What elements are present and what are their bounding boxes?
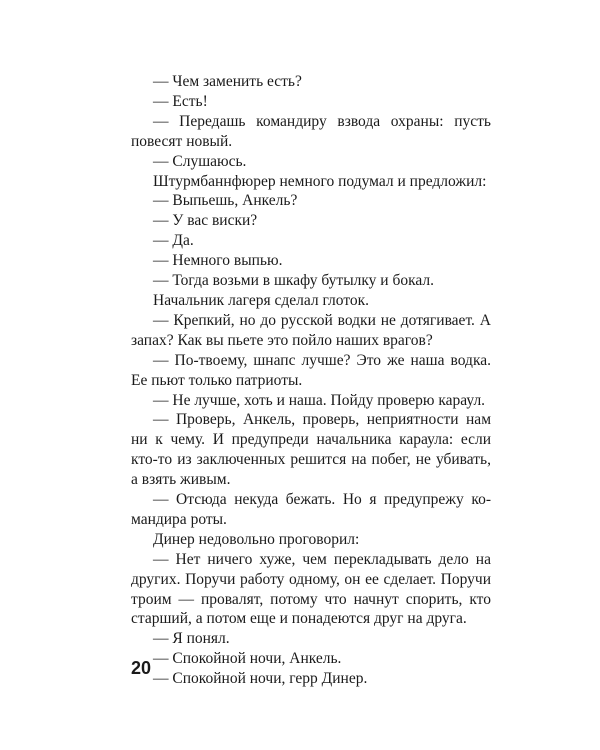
paragraph: Динер недовольно проговорил: — [153, 530, 360, 548]
paragraph: — Выпьешь, Анкель? — [153, 192, 298, 210]
paragraph: — По-твоему, шнапс лучше? Это же наша водка. Ее пьют только патриоты. — [131, 351, 491, 389]
paragraph: — Спокойной ночи, герр Динер. — [153, 670, 368, 688]
paragraph: — Нет ничего хуже, чем перекладывать дело на других. Поручи работу одному, он ее сделает. Поручи троим — провалят, потому что начнут спорить, кто старший, а потом еще и понадеются друг на друга. — [131, 550, 491, 628]
paragraph: — Крепкий, но до русской водки не дотягивает. А запах? Как вы пьете это пойло наших врагов? — [131, 311, 491, 349]
paragraph: Начальник лагеря сделал глоток. — [153, 291, 370, 309]
paragraph: — Отсюда некуда бежать. Но я предупрежу командира роты. — [131, 491, 491, 528]
paragraph: — Не лучше, хоть и наша. Пойду проверю караул. — [153, 391, 486, 409]
paragraph: — Спокойной ночи, Анкель. — [153, 650, 342, 668]
paragraph: — Есть! — [153, 92, 208, 110]
paragraph: — Слушаюсь. — [153, 152, 247, 170]
paragraph: — Я понял. — [153, 630, 230, 648]
page-body-text — [131, 72, 491, 689]
paragraph: — Проверь, Анкель, проверь, неприятности нам ни к чему. И предупреди начальника караула: если кто-то из заключенных решится на побег, не убивать, а взять живым. — [131, 411, 491, 489]
paragraph: — Чем заменить есть? — [153, 73, 302, 90]
paragraph: — Тогда возьми в шкафу бутылку и бокал. — [153, 272, 435, 290]
paragraph: — Передашь командиру взвода охраны: пусть повесят новый. — [131, 112, 491, 150]
page-number: 20 — [131, 658, 152, 678]
paragraph: Штурмбаннфюрер немного подумал и предложил: — [153, 172, 487, 190]
paragraph: — Да. — [153, 232, 194, 250]
paragraph: — У вас виски? — [153, 212, 258, 230]
paragraph: — Немного выпью. — [153, 252, 283, 270]
